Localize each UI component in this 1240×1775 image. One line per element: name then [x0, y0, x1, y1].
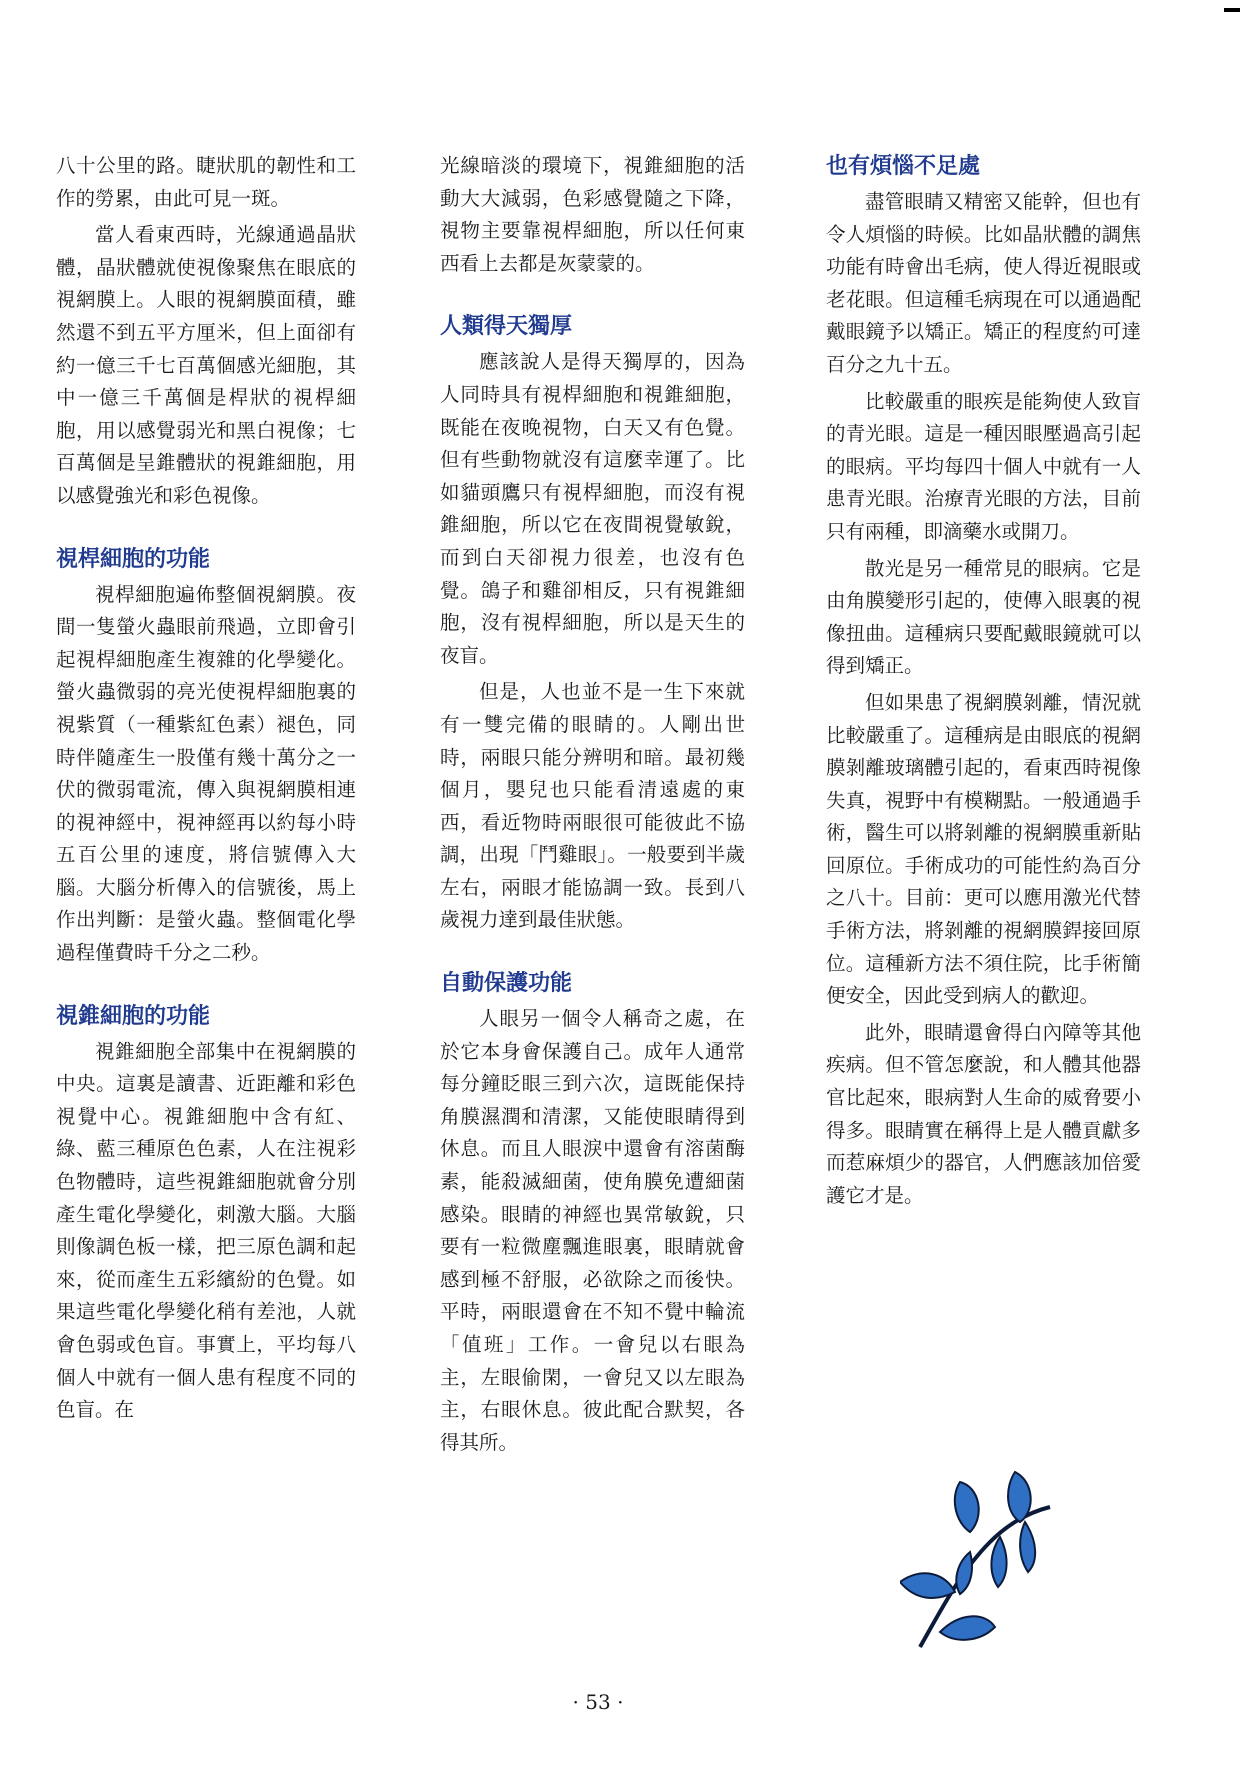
- paragraph: 但如果患了視網膜剝離，情況就比較嚴重了。這種病是由眼底的視網膜剝離玻璃體引起的，看東西時視像失真，視野中有模糊點。一般通過手術，醫生可以將剝離的視網膜重新貼回原位。手術成功的可能性約為百分之八十。目前：更可以應用激光代替手術方法，將剝離的視網膜銲接回原位。這種新方法不須住院，比手術簡便安全，因此受到病人的歡迎。: [826, 690, 1141, 1008]
- flower-illustration: [900, 1462, 1060, 1652]
- section-heading: 自動保護功能: [440, 971, 573, 997]
- section-heading: 人類得天獨厚: [440, 314, 573, 340]
- paragraph: 人眼另一個令人稱奇之處，在於它本身會保護自己。成年人通常每分鐘眨眼三到六次，這既能保持角膜濕潤和清潔，又能使眼睛得到休息。而且人眼淚中還會有溶菌酶素，能殺滅細菌，使角膜免遭細菌感染。眼睛的神經也異常敏銳，只要有一粒微塵飄進眼裏，眼睛就會感到極不舒服，必欲除之而後快。平時，兩眼還會在不知不覺中輪流「值班」工作。一會兒以右眼為主，左眼偷閑，一會兒又以左眼為主，右眼休息。彼此配合默契，各得其所。: [440, 1007, 745, 1454]
- page-number: · 53 ·: [572, 1690, 624, 1714]
- paragraph: 散光是另一種常見的眼病。它是由角膜變形引起的，使傳入眼裏的視像扭曲。這種病只要配戴眼鏡就可以得到矯正。: [826, 556, 1141, 678]
- section-heading: 視桿細胞的功能: [56, 546, 211, 572]
- paragraph: 此外，眼睛還會得白內障等其他疾病。但不管怎麼說，和人體其他器官比起來，眼病對人生命的威脅要小得多。眼睛實在稱得上是人體貢獻多而惹麻煩少的器官，人們應該加倍愛護它才是。: [826, 1020, 1141, 1207]
- paragraph: 視桿細胞遍佈整個視網膜。夜間一隻螢火蟲眼前飛過，立即會引起視桿細胞產生複雜的化學變化。螢火蟲微弱的亮光使視桿細胞裏的視紫質（一種紫紅色素）褪色，同時伴隨產生一股僅有幾十萬分之一伏的微弱電流，傳入與視網膜相連的視神經中，視神經再以約每小時五百公里的速度，將信號傳入大腦。大腦分析傳入的信號後，馬上作出判斷：是螢火蟲。整個電化學過程僅費時千分之二秒。: [56, 582, 356, 965]
- corner-mark: [1224, 8, 1240, 12]
- paragraph: 光線暗淡的環境下，視錐細胞的活動大大減弱，色彩感覺隨之下降，視物主要靠視桿細胞，所以任何東西看上去都是灰蒙蒙的。: [440, 154, 745, 275]
- paragraph: 但是，人也並不是一生下來就有一雙完備的眼睛的。人剛出世時，兩眼只能分辨明和暗。最初幾個月，嬰兒也只能看清遠處的東西，看近物時兩眼很可能彼此不協調，出現「鬥雞眼」。一般要到半歲左右，兩眼才能協調一致。長到八歲視力達到最佳狀態。: [440, 680, 745, 932]
- section-heading: 也有煩惱不足處: [826, 154, 981, 179]
- column-2: [440, 150, 745, 1463]
- paragraph: 八十公里的路。睫狀肌的韌性和工作的勞累，由此可見一斑。: [56, 154, 356, 210]
- paragraph: 應該說人是得天獨厚的，因為人同時具有視桿細胞和視錐細胞，既能在夜晚視物，白天又有色覺。但有些動物就沒有這麼幸運了。比如貓頭鷹只有視桿細胞，而沒有視錐細胞，所以它在夜間視覺敏銳，而到白天卻視力很差，也沒有色覺。鴿子和雞卻相反，只有視錐細胞，沒有視桿細胞，所以是天生的夜盲。: [440, 350, 745, 667]
- paragraph: 當人看東西時，光線通過晶狀體，晶狀體就使視像聚焦在眼底的視網膜上。人眼的視網膜面積，雖然還不到五平方厘米，但上面卻有約一億三千七百萬個感光細胞，其中一億三千萬個是桿狀的視桿細胞，用以感覺弱光和黑白視像；七百萬個是呈錐體狀的視錐細胞，用以感覺強光和彩色視像。: [56, 223, 356, 507]
- section-heading: 視錐細胞的功能: [56, 1003, 211, 1029]
- paragraph: 比較嚴重的眼疾是能夠使人致盲的青光眼。這是一種因眼壓過高引起的眼病。平均每四十個人中就有一人患青光眼。治療青光眼的方法，目前只有兩種，即滴藥水或開刀。: [826, 389, 1141, 543]
- paragraph: 視錐細胞全部集中在視網膜的中央。這裏是讀書、近距離和彩色視覺中心。視錐細胞中含有紅、綠、藍三種原色色素，人在注視彩色物體時，這些視錐細胞就會分別產生電化學變化，刺激大腦。大腦則像調色板一樣，把三原色調和起來，從而產生五彩繽紛的色覺。如果這些電化學變化稍有差池，人就會色弱或色盲。事實上，平均每八個人中就有一個人患有程度不同的色盲。在: [56, 1039, 356, 1422]
- paragraph: 盡管眼睛又精密又能幹，但也有令人煩惱的時候。比如晶狀體的調焦功能有時會出毛病，使人得近視眼或老花眼。但這種毛病現在可以通過配戴眼鏡予以矯正。矯正的程度約可達百分之九十五。: [826, 190, 1141, 376]
- column-3: [826, 150, 1141, 1216]
- column-1: [56, 150, 356, 1431]
